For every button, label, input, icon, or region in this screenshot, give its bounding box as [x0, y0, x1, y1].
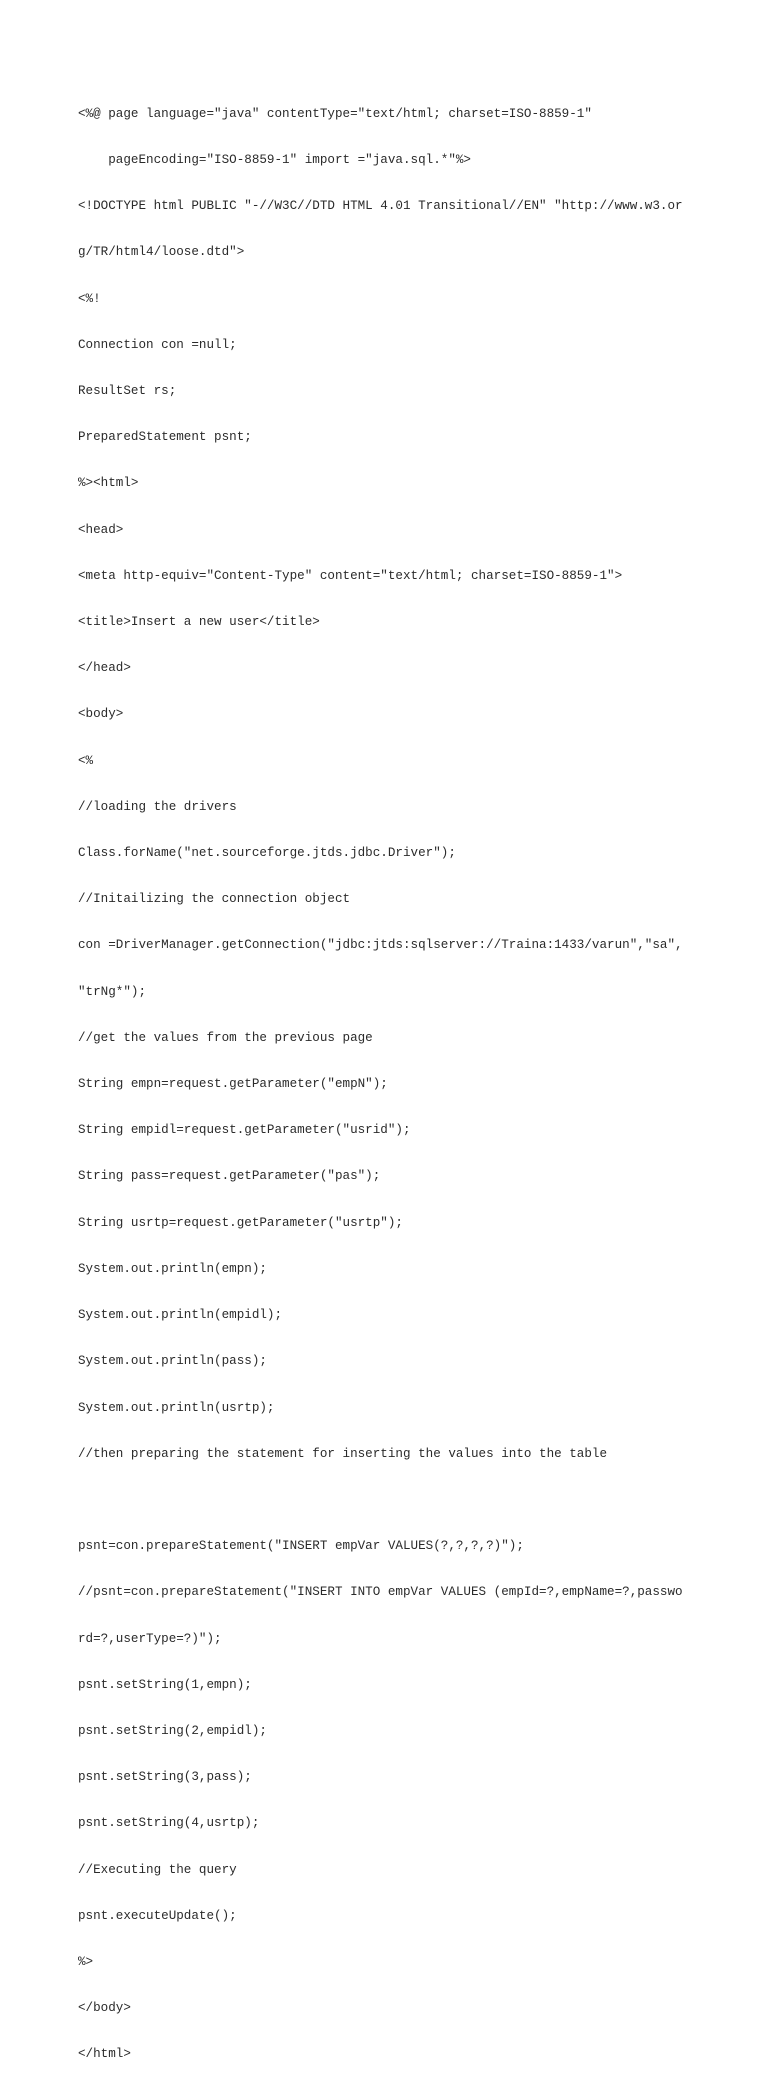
code-line: //then preparing the statement for inserting the values into the table — [78, 1446, 608, 1461]
code-line: System.out.println(pass); — [78, 1354, 267, 1369]
code-line: </body> — [78, 2001, 131, 2016]
code-line: String empidl=request.getParameter("usrid"); — [78, 1123, 411, 1138]
code-line: psnt.setString(4,usrtp); — [78, 1816, 260, 1831]
code-line: con =DriverManager.getConnection("jdbc:jtds:sqlserver://Traina:1433/varun","sa", — [78, 938, 683, 953]
code-line: Class.forName("net.sourceforge.jtds.jdbc.Driver"); — [78, 846, 456, 861]
code-line: <%@ page language="java" contentType="text/html; charset=ISO-8859-1" — [78, 106, 592, 121]
code-line: //Initailizing the connection object — [78, 892, 351, 907]
blank-line — [78, 1493, 698, 1508]
code-line: PreparedStatement psnt; — [78, 430, 252, 445]
code-line: </html> — [78, 2047, 131, 2062]
code-line: <!DOCTYPE html PUBLIC "-//W3C//DTD HTML 4.01 Transitional//EN" "http://www.w3.or — [78, 199, 683, 214]
code-listing — [78, 76, 698, 2094]
code-line: <head> — [78, 522, 124, 537]
code-line: <body> — [78, 707, 124, 722]
code-line: ResultSet rs; — [78, 384, 177, 399]
code-line: <meta http-equiv="Content-Type" content="text/html; charset=ISO-8859-1"> — [78, 568, 623, 583]
code-line: //Executing the query — [78, 1862, 237, 1877]
code-line: psnt=con.prepareStatement("INSERT empVar VALUES(?,?,?,?)"); — [78, 1539, 524, 1554]
code-line: psnt.executeUpdate(); — [78, 1908, 237, 1923]
code-line: rd=?,userType=?)"); — [78, 1631, 222, 1646]
code-line: psnt.setString(3,pass); — [78, 1770, 252, 1785]
code-line: //get the values from the previous page — [78, 1030, 373, 1045]
code-line: System.out.println(usrtp); — [78, 1400, 275, 1415]
code-line: Connection con =null; — [78, 337, 237, 352]
code-line: psnt.setString(1,empn); — [78, 1677, 252, 1692]
code-line: %><html> — [78, 476, 139, 491]
code-line: String usrtp=request.getParameter("usrtp"); — [78, 1215, 403, 1230]
code-line: <title>Insert a new user</title> — [78, 615, 320, 630]
code-line: g/TR/html4/loose.dtd"> — [78, 245, 245, 260]
code-line: //psnt=con.prepareStatement("INSERT INTO empVar VALUES (empId=?,empName=?,passwo — [78, 1585, 683, 1600]
code-line: <% — [78, 753, 94, 768]
code-line: pageEncoding="ISO-8859-1" import ="java.sql.*"%> — [78, 153, 471, 168]
code-line: System.out.println(empidl); — [78, 1308, 283, 1323]
code-line: String pass=request.getParameter("pas"); — [78, 1169, 381, 1184]
code-line: "trNg*"); — [78, 984, 147, 999]
code-line: %> — [78, 1954, 94, 1969]
code-line: System.out.println(empn); — [78, 1261, 267, 1276]
code-line: psnt.setString(2,empidl); — [78, 1723, 267, 1738]
code-line: </head> — [78, 661, 131, 676]
code-line: String empn=request.getParameter("empN"); — [78, 1077, 388, 1092]
code-line: //loading the drivers — [78, 799, 237, 814]
code-line: <%! — [78, 291, 101, 306]
